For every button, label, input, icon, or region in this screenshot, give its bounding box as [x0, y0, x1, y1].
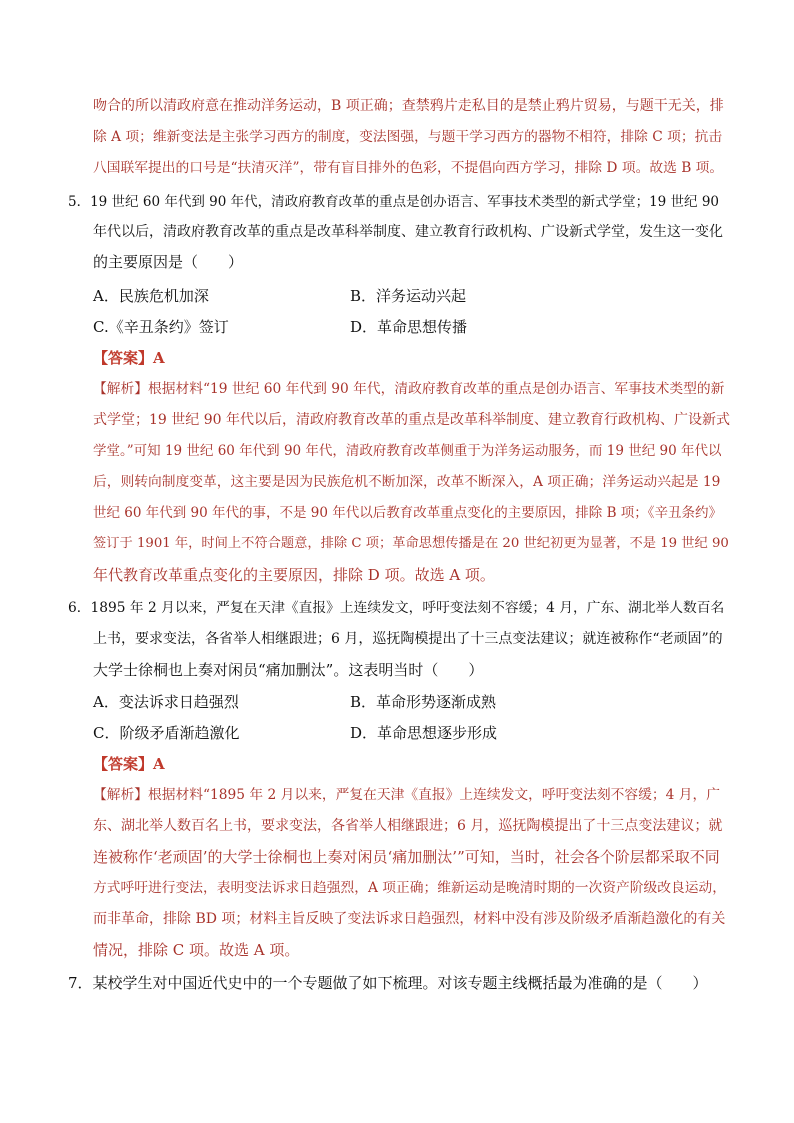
q5-analysis-line-2: 式学堂；19 世纪 90 年代以后，清政府教育改革的重点是改革科举制度、建立教育行政机构、广设新式 [93, 412, 730, 428]
q5-stem-line-2: 年代以后，清政府教育改革的重点是改革科举制度、建立教育行政机构、广设新式学堂，发生这一变化 [93, 224, 723, 240]
q5-option-a[interactable]: A．民族危机加深 [93, 287, 209, 305]
q5-analysis-line-4: 后，则转向制度变革，这主要是因为民族危机不断加深，改革不断深入，A 项正确；洋务运动兴起是 19 [93, 474, 721, 490]
q6-option-c[interactable]: C．阶级矛盾渐趋激化 [93, 724, 240, 742]
q6-analysis-line-2: 东、湖北举人数百名上书，要求变法，各省举人相继跟进；6 月，巡抚陶模提出了十三点变法建议；就 [93, 818, 723, 834]
intro-line-3: 八国联军提出的口号是“扶清灭洋”，带有盲目排外的色彩，不提倡向西方学习，排除 D 项。故选 B 项。 [93, 160, 724, 176]
q5-option-d[interactable]: D．革命思想传播 [350, 318, 468, 336]
q6-stem-line-2: 上书，要求变法，各省举人相继跟进；6 月，巡抚陶模提出了十三点变法建议；就连被称作“老顽固”的 [93, 631, 723, 647]
q6-analysis-line-3: 连被称作‘老顽固’的大学士徐桐也上奏对闲员‘痛加删汰’”可知，当时，社会各个阶层都采取不同 [93, 848, 720, 866]
q6-analysis-line-6: 情况，排除 C 项。故选 A 项。 [93, 941, 300, 959]
q5-analysis-line-7: 年代教育改革重点变化的主要原因，排除 D 项。故选 A 项。 [93, 566, 495, 584]
q6-analysis-line-1: 【解析】根据材料“1895 年 2 月以来，严复在天津《直报》上连续发文，呼吁变法刻不容缓；4 月，广 [93, 787, 721, 803]
q5-answer: 【答案】A [93, 349, 165, 367]
q6-stem-line-1: 6．1895 年 2 月以来，严复在天津《直报》上连续发文，呼吁变法刻不容缓；4 月，广东、湖北举人数百名 [68, 600, 725, 616]
q6-option-b[interactable]: B．革命形势逐渐成熟 [350, 693, 497, 711]
q6-answer: 【答案】A [93, 755, 165, 773]
q7-stem-line-1: 7．某校学生对中国近代史中的一个专题做了如下梳理。对该专题主线概括最为准确的是（ ） [68, 974, 708, 992]
q5-analysis-line-6: 签订于 1901 年，时间上不符合题意，排除 C 项；革命思想传播是在 20 世纪初更为显著，不是 19 世纪 90 [93, 536, 729, 551]
intro-line-2: 除 A 项；维新变法是主张学习西方的制度，变法图强，与题干学习西方的器物不相符，排除 C 项；抗击 [93, 129, 723, 145]
q5-analysis-line-5: 世纪 60 年代到 90 年代的事，不是 90 年代以后教育改革重点变化的主要原因，排除 B 项；《辛丑条约》 [93, 505, 723, 521]
q5-stem-line-3: 的主要原因是（ ） [93, 253, 244, 271]
q5-stem-line-1: 5．19 世纪 60 年代到 90 年代，清政府教育改革的重点是创办语言、军事技术类型的新式学堂；19 世纪 90 [68, 194, 720, 210]
q5-analysis-line-1: 【解析】根据材料“19 世纪 60 年代到 90 年代，清政府教育改革的重点是创办语言、军事技术类型的新 [93, 381, 725, 397]
q5-analysis-line-3: 学堂。”可知 19 世纪 60 年代到 90 年代，清政府教育改革侧重于为洋务运动服务，而 19 世纪 90 年代以 [93, 443, 722, 459]
intro-line-1: 吻合的所以清政府意在推动洋务运动，B 项正确；查禁鸦片走私目的是禁止鸦片贸易，与题干无关，排 [93, 98, 724, 114]
q6-option-a[interactable]: A．变法诉求日趋强烈 [93, 693, 239, 711]
q6-option-d[interactable]: D．革命思想逐步形成 [350, 724, 498, 742]
q6-analysis-line-4: 方式呼吁进行变法，表明变法诉求日趋强烈，A 项正确；维新运动是晚清时期的一次资产阶级改良运动， [93, 880, 727, 896]
q6-stem-line-3: 大学士徐桐也上奏对闲员“痛加删汰”。这表明当时（ ） [93, 661, 484, 679]
q5-option-b[interactable]: B．洋务运动兴起 [350, 287, 467, 305]
q6-analysis-line-5: 而非革命，排除 BD 项；材料主旨反映了变法诉求日趋强烈，材料中没有涉及阶级矛盾渐趋激化的有关 [93, 911, 726, 927]
q5-option-c[interactable]: C.《辛丑条约》签订 [93, 318, 229, 336]
